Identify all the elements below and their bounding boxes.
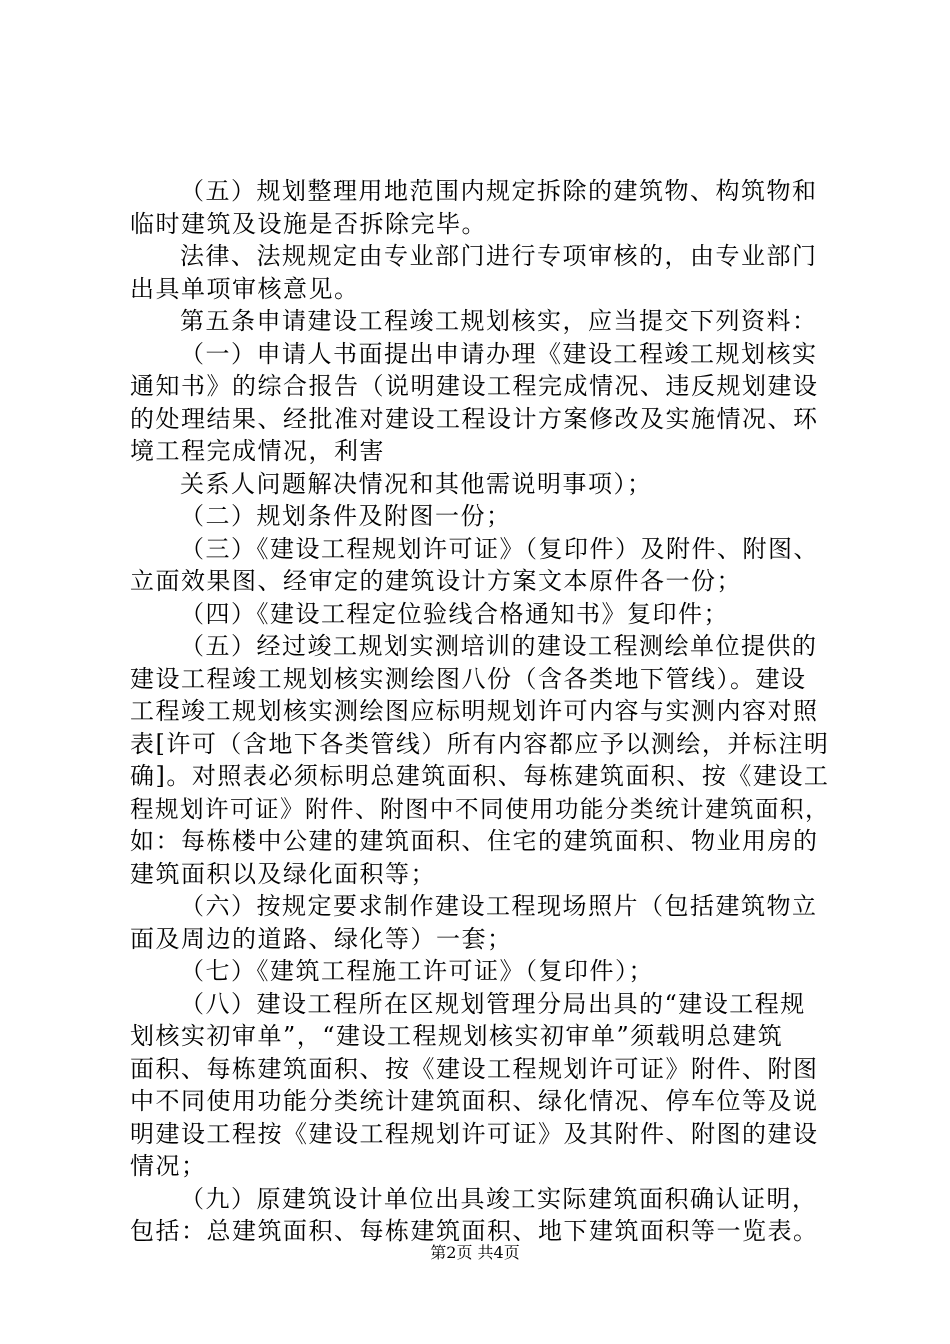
document-body: [130, 175, 830, 1248]
text-line: 中不同使用功能分类统计建筑面积、绿化情况、停车位等及说: [130, 1087, 819, 1115]
text-line: 立面效果图、经审定的建筑设计方案文本原件各一份；: [130, 567, 742, 595]
text-line: （八）建设工程所在区规划管理分局出具的“建设工程规: [180, 989, 806, 1018]
text-line: 面积、每栋建筑面积、按《建设工程规划许可证》附件、附图: [130, 1054, 819, 1083]
text-line: 确]。对照表必须标明总建筑面积、每栋建筑面积、按《建设工: [130, 762, 830, 790]
text-line: 建筑面积以及绿化面积等；: [130, 859, 436, 888]
text-line: 程规划许可证》附件、附图中不同使用功能分类统计建筑面积，: [130, 794, 830, 823]
text-line: 面及周边的道路、绿化等）一套；: [130, 924, 513, 953]
text-line: （一）申请人书面提出申请办理《建设工程竣工规划核实: [180, 339, 818, 368]
text-line: 的处理结果、经批准对建设工程设计方案修改及实施情况、环: [130, 404, 819, 433]
text-line: 出具单项审核意见。: [130, 274, 360, 303]
text-line: （三）《建设工程规划许可证》（复印件）及附件、附图、: [180, 534, 819, 563]
text-line: 情况；: [130, 1152, 207, 1180]
text-line: 包括：总建筑面积、每栋建筑面积、地下建筑面积等一览表。: [130, 1217, 819, 1245]
text-line: （六）按规定要求制作建设工程现场照片（包括建筑物立: [180, 892, 818, 920]
text-line: 工程竣工规划核实测绘图应标明规划许可内容与实测内容对照: [130, 697, 819, 725]
text-line: 建设工程竣工规划核实测绘图八份（含各类地下管线）。建设: [130, 664, 807, 693]
text-line: 法律、法规规定由专业部门进行专项审核的，由专业部门: [180, 242, 818, 270]
text-line: 通知书》的综合报告（说明建设工程完成情况、违反规划建设: [130, 372, 819, 400]
text-line: 如：每栋楼中公建的建筑面积、住宅的建筑面积、物业用房的: [130, 827, 819, 855]
text-line: （九）原建筑设计单位出具竣工实际建筑面积确认证明，: [180, 1184, 818, 1213]
text-line: 表[许可（含地下各类管线）所有内容都应予以测绘，并标注明: [130, 729, 830, 758]
text-line: （七）《建筑工程施工许可证》（复印件）；: [180, 957, 654, 985]
text-line: 明建设工程按《建设工程规划许可证》及其附件、附图的建设: [130, 1119, 819, 1148]
text-line: 划核实初审单”，“建设工程规划核实初审单”须载明总建筑: [130, 1022, 784, 1050]
text-line: （五）规划整理用地范围内规定拆除的建筑物、构筑物和: [180, 177, 818, 205]
text-line: 境工程完成情况，利害: [130, 437, 385, 465]
text-line: （二）规划条件及附图一份；: [180, 502, 512, 530]
page-footer: 第2页 共4页: [430, 1243, 520, 1262]
text-line: 第五条申请建设工程竣工规划核实，应当提交下列资料：: [180, 307, 818, 335]
text-line: 临时建筑及设施是否拆除完毕。: [130, 209, 487, 238]
text-line: 关系人问题解决情况和其他需说明事项）；: [180, 469, 653, 498]
text-line: （五）经过竣工规划实测培训的建设工程测绘单位提供的: [180, 632, 818, 660]
text-line: （四）《建设工程定位验线合格通知书》复印件；: [180, 599, 729, 628]
